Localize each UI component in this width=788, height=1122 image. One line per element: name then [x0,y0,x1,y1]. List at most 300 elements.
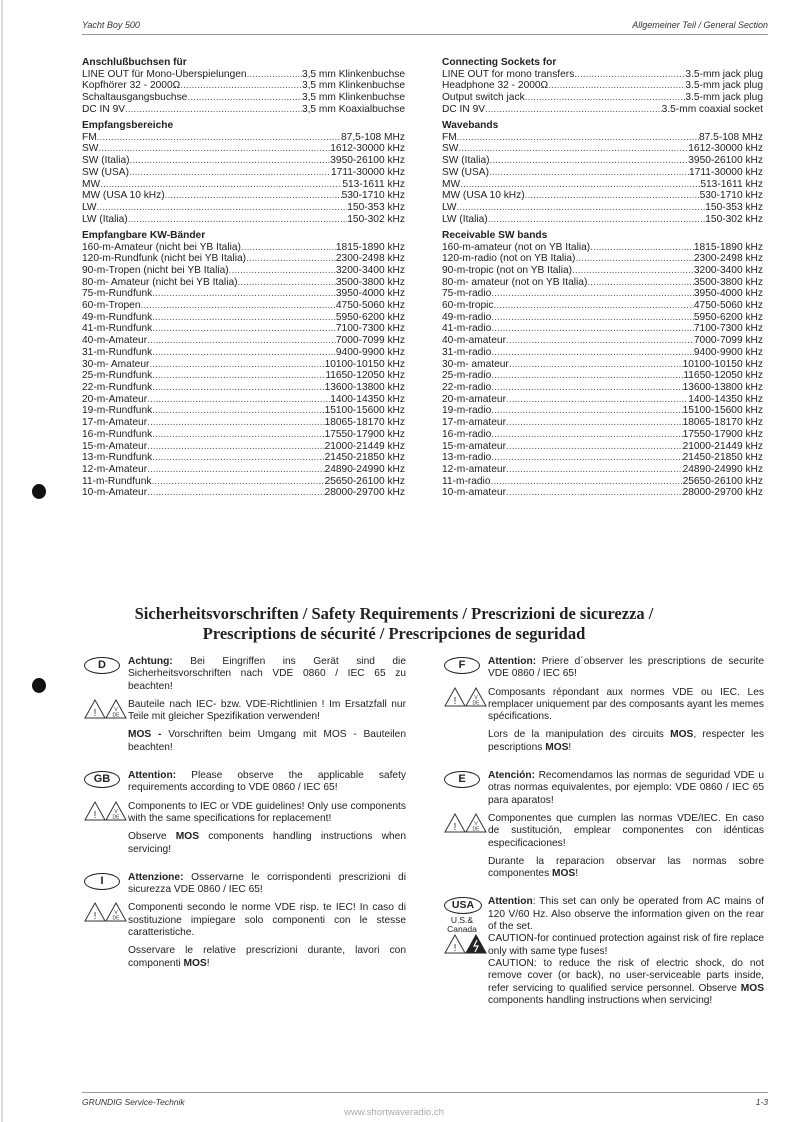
spec-row [82,253,405,265]
spec-row [82,441,405,453]
dot-leader [457,132,699,144]
spec-label: SW (Italia) [442,155,490,167]
spec-value: 513-1611 kHz [342,178,405,190]
spec-row [442,69,763,81]
spec-label: 80-m- amateur (not on YB Italia) [442,276,588,288]
spec-label: 13-m-Rundfunk [82,452,153,464]
dot-leader [180,80,302,92]
spec-value: 11650-12050 kHz [683,370,763,382]
spec-row [82,277,405,289]
spec-value: 9400-9900 kHz [335,346,405,358]
spec-value: 3950-26100 kHz [330,155,405,167]
dot-leader [574,69,685,81]
spec-label: 12-m-amateur [442,463,506,475]
dot-leader [491,288,694,300]
usa-canada-label: U.S.& Canada [447,915,477,935]
spec-label: SW (USA) [442,166,489,178]
spec-row [442,132,763,144]
spec-label: 16-m-Rundfunk [82,428,153,440]
spec-label: 160-m-amateur (not on YB Italia) [442,241,591,253]
spec-row [82,487,405,499]
spec-value: 7000-7099 kHz [335,335,405,347]
spec-row [82,335,405,347]
caution-shock-text: components handling instructions when servicing! [488,994,713,1006]
spec-label: 10-m-amateur [442,487,506,499]
spec-row [442,312,763,324]
spec-value: 1815-1890 kHz [335,241,405,253]
mos-label: MOS [670,729,694,741]
spec-value: 3.5-mm jack plug [685,80,763,92]
punch-hole [32,484,46,499]
spec-value: 3,5 mm Koaxialbuchse [301,103,405,115]
spec-label: 17-m-amateur [442,417,506,429]
mos-label: MOS [175,831,199,843]
safety-block-es [444,770,764,807]
dot-leader [572,265,694,277]
dot-leader [587,277,694,289]
dot-leader [152,429,324,441]
mos-text: Vorschriften beim Umgang mit MOS - Bauteilen beachten! [128,729,406,753]
dot-leader [491,347,694,359]
mos-text: Observe [128,831,176,843]
dot-leader [125,104,302,116]
mos-label: MOS [183,957,207,969]
spec-row [442,143,763,155]
spec-value: 10100-10150 kHz [682,358,763,370]
spec-row [82,242,405,254]
spec-label: 41-m-Rundfunk [82,323,153,335]
spec-row [442,441,763,453]
spec-value: 18065-18170 kHz [682,417,763,429]
spec-value: 2300-2498 kHz [335,253,405,265]
spec-row [82,202,405,214]
spec-label: LW (Italia) [82,213,128,225]
spec-row [442,405,763,417]
spec-row [442,347,763,359]
mos-label: MOS [740,982,764,994]
safety-block-de [84,656,406,693]
spec-value: 3.5-mm coaxial socket [661,103,763,115]
spec-row [442,288,763,300]
components-text: Bauteile nach IEC- bzw. VDE-Richtlinien ! Im Ersatzfall nur Teile mit gleicher Spezifikation verwenden! [128,698,406,723]
dot-leader [152,347,336,359]
safety-components-es [444,813,764,850]
spec-row [82,155,405,167]
spec-label: 60-m-Tropen [82,300,141,312]
dot-leader [152,405,324,417]
spec-value: 3,5 mm Klinkenbuchse [301,80,405,92]
spec-row [442,265,763,277]
spec-value: 150-302 kHz [347,213,405,225]
attention-label: Attention: [128,770,177,782]
spec-value: 87.5-108 MHz [699,131,763,143]
spec-label: 30-m- amateur [442,358,509,370]
safety-column-left [84,656,406,976]
dot-leader [97,202,348,214]
spec-label: 12-m-Amateur [82,463,148,475]
attention-text: Please observe the applicable safety requirements according to VDE 0860 / IEC 65! [128,770,406,794]
mos-text: components handling instructions when servicing! [128,831,406,855]
dot-leader [152,312,336,324]
spec-row [82,265,405,277]
attention-text: : This set can only be operated from AC mains of 120 V/60 Hz. Also observe the information given on the rear of the set. [488,896,764,933]
spec-value: 25650-26100 kHz [324,475,405,487]
spec-row [442,476,763,488]
spec-row [442,242,763,254]
dot-leader [491,382,682,394]
dot-leader [97,132,341,144]
spec-label: 25-m-Rundfunk [82,370,153,382]
spec-label: MW (USA 10 kHz) [442,190,525,202]
safety-column-right [444,656,764,1013]
mos-text: ! [206,957,210,969]
page-edge [1,0,3,1122]
dot-leader [128,214,348,226]
caution-fire-text: CAUTION-for continued protection against risk of fire replace only with same type fuses! [488,933,764,957]
spec-label: MW [82,178,101,190]
dot-leader [490,155,689,167]
spec-row [82,452,405,464]
dot-leader [489,167,689,179]
safety-mos-de [84,729,406,754]
spec-row [442,452,763,464]
spec-value: 18065-18170 kHz [324,417,405,429]
spec-label: 22-m-Rundfunk [82,381,153,393]
spec-value: 3.5-mm jack plug [685,92,763,104]
safety-mos-es [444,856,764,881]
safety-title [0,604,788,644]
spec-value: 3,5 mm Klinkenbuchse [301,92,405,104]
attention-label: Attention: [488,656,537,667]
attention-label: Attenzione: [128,871,184,883]
spec-label: SW [442,143,459,155]
dot-leader [491,405,682,417]
spec-value: 5950-6200 kHz [693,311,763,323]
spec-value: 21000-21449 kHz [324,440,405,452]
spec-value: 150-302 kHz [705,213,763,225]
dot-leader [485,104,662,116]
mos-text: , respecter les pescriptions [488,729,765,753]
spec-value: 21450-21850 kHz [324,452,405,464]
spec-row [442,382,763,394]
spec-row [442,429,763,441]
spec-row [442,202,763,214]
header-section: Allgemeiner Teil / General Section [632,20,768,30]
spec-label: DC IN 9V [442,103,486,115]
spec-value: 3200-3400 kHz [335,264,405,276]
spec-value: 2300-2498 kHz [693,253,763,265]
spec-value: 4750-5060 kHz [335,300,405,312]
spec-label: 16-m-radio [442,428,492,440]
spec-value: 3.5-mm jack plug [685,68,763,80]
spec-row [442,253,763,265]
dot-leader [525,92,686,104]
attention-label: Atención: [488,770,535,782]
spec-value: 3950-4000 kHz [335,288,405,300]
spec-row [442,359,763,371]
electric-shock-icon [444,934,488,956]
mos-label: MOS [545,741,569,753]
spec-row [82,323,405,335]
dot-leader [147,487,324,499]
spec-label: 31-m-Rundfunk [82,346,153,358]
spec-row [442,335,763,347]
spec-row [82,464,405,476]
spec-row [442,179,763,191]
spec-value: 7100-7300 kHz [335,323,405,335]
spec-label: 41-m-radio [442,323,492,335]
spec-label: DC IN 9V [82,103,126,115]
dot-leader [548,80,685,92]
mos-text: ! [575,868,579,880]
spec-label: 22-m-radio [442,381,492,393]
spec-label: 40-m-amateur [442,335,506,347]
spec-label: Output switch jack [442,92,525,104]
spec-value: 24890-24990 kHz [324,463,405,475]
spec-row [442,80,763,92]
spec-value: 1400-14350 kHz [330,393,405,405]
attention-text: Recomendamos las normas de seguridad VDE u otras normas equivalentes, por ejemplo: VDE 0860 / IEC 65 para aparatos! [488,770,764,806]
spec-label: LINE OUT for mono transfers [442,68,575,80]
mos-text: ! [568,741,572,753]
spec-label: 49-m-Rundfunk [82,311,153,323]
safety-block-gb [84,770,406,795]
spec-value: 17550-17900 kHz [324,428,405,440]
spec-row [82,214,405,226]
section-title: Empfangbare KW-Bänder [82,229,206,241]
spec-label: 49-m-radio [442,311,492,323]
safety-mos-gb [84,831,406,856]
spec-label: 25-m-radio [442,370,492,382]
dot-leader [152,382,324,394]
section-title: Receivable SW bands [442,229,548,241]
spec-section [442,230,763,499]
spec-row [442,370,763,382]
section-title: Empfangsbereiche [82,120,174,132]
warning-triangle-icon [84,801,128,823]
dot-leader [494,300,694,312]
spec-value: 150-353 kHz [705,201,763,213]
spec-label: 10-m-Amateur [82,487,148,499]
spec-value: 3500-3800 kHz [693,276,763,288]
spec-row [82,359,405,371]
spec-value: 21450-21850 kHz [682,452,763,464]
spec-label: 160-m-Amateur (nicht bei YB Italia) [82,241,241,253]
spec-value: 3500-3800 kHz [335,276,405,288]
attention-text: Bei Eingriffen ins Gerät sind die Sicherheitsvorschriften nach VDE 0860 / IEC 65 zu beachten! [128,656,406,692]
dot-leader [129,167,331,179]
dot-leader [130,155,331,167]
dot-leader [152,452,324,464]
spec-label: LW [82,201,97,213]
safety-mos-fr [444,729,764,754]
spec-row [442,464,763,476]
spec-value: 13600-13800 kHz [682,381,763,393]
spec-section [442,57,763,116]
dot-leader [100,179,342,191]
spec-value: 15100-15600 kHz [324,405,405,417]
spec-label: 75-m-Rundfunk [82,288,153,300]
safety-title-line2: Prescriptions de sécurité / Prescripciones de seguridad [202,624,586,643]
spec-value: 11650-12050 kHz [325,370,405,382]
spec-label: 11-m-Rundfunk [82,475,152,487]
country-badge-d: D [84,657,120,674]
spec-value: 9400-9900 kHz [693,346,763,358]
dot-leader [147,335,336,347]
spec-row [82,382,405,394]
punch-hole [32,678,46,693]
attention-text: Priere d´observer les prescriptions de securite VDE 0860 / IEC 65! [488,656,764,680]
spec-row [442,277,763,289]
spec-row [442,155,763,167]
spec-row [82,80,405,92]
spec-value: 1711-30000 kHz [688,166,763,178]
country-badge-e: E [444,771,480,788]
dot-leader [147,464,324,476]
warning-triangle-icon [444,687,488,709]
dot-leader [488,214,706,226]
warning-triangle-icon [84,699,128,721]
spec-value: 513-1611 kHz [700,178,763,190]
safety-components-de [84,699,406,724]
spec-column-german [82,57,405,504]
dot-leader [152,288,336,300]
dot-leader [491,429,682,441]
safety-title-line1: Sicherheitsvorschriften / Safety Requirements / Prescrizioni de sicurezza / [134,604,654,623]
spec-value: 530-1710 kHz [699,190,763,202]
spec-label: SW [82,143,99,155]
spec-label: SW (USA) [82,166,129,178]
spec-value: 1711-30000 kHz [330,166,405,178]
spec-row [82,429,405,441]
spec-label: 19-m-Rundfunk [82,405,153,417]
spec-label: SW (Italia) [82,155,130,167]
spec-row [442,300,763,312]
country-badge-gb: GB [84,771,120,788]
warning-triangle-icon [84,902,128,924]
spec-column-english [442,57,763,504]
safety-block-fr [444,656,764,681]
safety-components-fr [444,687,764,724]
spec-label: 13-m-radio [442,452,492,464]
spec-label: 11-m-radio [442,475,491,487]
spec-value: 3200-3400 kHz [693,264,763,276]
page-footer [82,1092,768,1107]
spec-label: 20-m-amateur [442,393,506,405]
spec-label: FM [442,131,457,143]
spec-label: MW [442,178,461,190]
spec-row [442,487,763,499]
dot-leader [457,202,706,214]
spec-row [82,288,405,300]
spec-row [82,69,405,81]
spec-label: 30-m- Amateur [82,358,150,370]
dot-leader [460,179,700,191]
caution-shock-text: CAUTION: to reduce the risk of electric shock, do not remove cover (or back), no user-serviceable parts inside, refer servicing to qualified service personnel. Observe [488,957,764,994]
header-model: Yacht Boy 500 [82,20,140,30]
components-text: Componentes que cumplen las normas VDE/IEC. En caso de sustitución, emplear componentes con idénticas especificaciones! [488,812,764,849]
watermark: www.shortwaveradio.ch [344,1107,444,1118]
spec-label: 90-m-tropic (not on YB Italia) [442,264,573,276]
spec-row [82,167,405,179]
dot-leader [147,441,324,453]
spec-section [82,120,405,225]
dot-leader [491,370,683,382]
spec-label: MW (USA 10 kHz) [82,190,165,202]
section-title: Anschlußbuchsen für [82,57,187,68]
dot-leader [506,335,694,347]
spec-label: Kopfhörer 32 - 2000Ω [82,80,181,92]
spec-value: 1400-14350 kHz [688,393,763,405]
spec-value: 3,5 mm Klinkenbuchse [301,68,405,80]
dot-leader [151,476,324,488]
spec-label: 40-m-Amateur [82,335,148,347]
spec-value: 24890-24990 kHz [682,463,763,475]
dot-leader [152,370,325,382]
spec-row [442,214,763,226]
warning-triangle-icon [444,813,488,835]
spec-row [82,92,405,104]
spec-label: LW [442,201,457,213]
spec-section [442,120,763,225]
dot-leader [149,359,324,371]
section-title: Connecting Sockets for [442,57,557,68]
spec-value: 150-353 kHz [347,201,405,213]
spec-value: 21000-21449 kHz [682,440,763,452]
spec-label: 80-m- Amateur (nicht bei YB Italia) [82,276,238,288]
dot-leader [491,323,694,335]
spec-value: 10100-10150 kHz [324,358,405,370]
spec-label: 75-m-radio [442,288,492,300]
spec-row [442,92,763,104]
dot-leader [458,143,688,155]
safety-components-it [84,902,406,939]
spec-row [82,179,405,191]
spec-label: FM [82,131,97,143]
spec-row [442,104,763,116]
dot-leader [509,359,683,371]
country-badge-usa: USA [444,897,482,914]
dot-leader [525,190,700,202]
spec-value: 1815-1890 kHz [693,241,763,253]
spec-value: 7100-7300 kHz [693,323,763,335]
dot-leader [246,253,336,265]
spec-value: 87,5-108 MHz [341,131,405,143]
spec-row [442,394,763,406]
spec-label: 15-m-Amateur [82,440,148,452]
spec-label: 19-m-radio [442,405,492,417]
dot-leader [491,452,682,464]
spec-value: 530-1710 kHz [341,190,405,202]
safety-mos-it [84,945,406,970]
spec-section [82,57,405,116]
spec-value: 7000-7099 kHz [693,335,763,347]
spec-value: 3950-26100 kHz [688,155,763,167]
dot-leader [590,242,694,254]
spec-label: 120-m-radio (not on YB Italia) [442,253,576,265]
spec-value: 28000-29700 kHz [324,487,405,499]
section-title: Wavebands [442,120,499,132]
dot-leader [147,394,330,406]
dot-leader [491,476,683,488]
spec-row [82,405,405,417]
spec-label: 17-m-Amateur [82,417,148,429]
spec-row [442,417,763,429]
country-badge-f: F [444,657,480,674]
spec-value: 5950-6200 kHz [335,311,405,323]
dot-leader [247,69,302,81]
spec-label: 120-m-Rundfunk (nicht bei YB Italia) [82,253,247,265]
